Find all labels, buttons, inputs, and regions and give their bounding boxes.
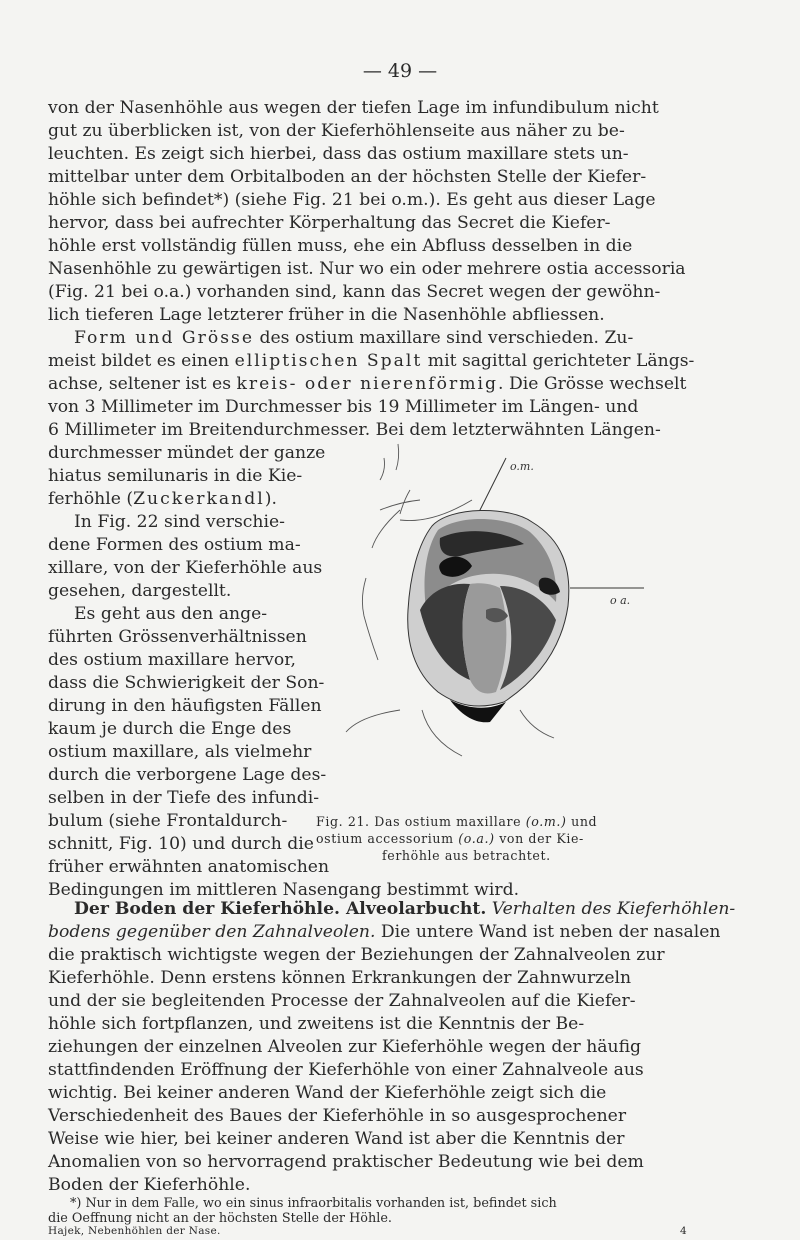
- text-line: ostium maxillare, als vielmehr: [48, 742, 312, 762]
- text-span: des ostium maxillare sind verschieden. Zu-: [254, 328, 634, 348]
- text-line: gesehen, dargestellt.: [48, 581, 232, 601]
- text-span: . Die Grösse wechselt: [498, 374, 687, 394]
- text-line: durch die verborgene Lage des-: [48, 765, 327, 785]
- spaced-term: elliptischen Spalt: [234, 351, 423, 371]
- caption-abbrev: (o.m.): [525, 814, 567, 829]
- text-line: führten Grössenverhältnissen: [48, 627, 307, 647]
- signature-mark: 4: [680, 1225, 687, 1237]
- text-line: stattfindenden Eröffnung der Kieferhöhle von einer Zahnalveole aus: [48, 1060, 644, 1080]
- footnote-line: die Oeffnung nicht an der höchsten Stelle der Höhle.: [48, 1211, 392, 1226]
- text-line: Es geht aus den ange-: [74, 604, 268, 624]
- text-line: ziehungen der einzelnen Alveolen zur Kieferhöhle wegen der häufig: [48, 1037, 642, 1057]
- text-line: dene Formen des ostium ma-: [48, 535, 301, 555]
- text-line: [48, 351, 694, 371]
- text-line: Weise wie hier, bei keiner anderen Wand ist aber die Kenntnis der: [48, 1129, 625, 1149]
- figure-caption-line: [316, 814, 597, 829]
- text-line: [48, 922, 720, 942]
- text-span: ferhöhle (: [48, 489, 134, 509]
- section-heading-line: [74, 899, 735, 919]
- text-span: Die untere Wand ist neben der nasalen: [375, 922, 721, 942]
- text-line: höhle sich befindet*) (siehe Fig. 21 bei o.m.). Es geht aus dieser Lage: [48, 190, 656, 210]
- text-span: achse, seltener ist es: [48, 374, 237, 394]
- figure-label-oa: o a.: [610, 594, 631, 607]
- text-line: (Fig. 21 bei o.a.) vorhanden sind, kann das Secret wegen der gewöhn-: [48, 282, 661, 302]
- text-line: höhle sich fortpflanzen, und zweitens ist die Kenntnis der Be-: [48, 1014, 585, 1034]
- text-line: schnitt, Fig. 10) und durch die: [48, 834, 314, 854]
- text-line: Kieferhöhle. Denn erstens können Erkrankungen der Zahnwurzeln: [48, 968, 632, 988]
- text-line: früher erwähnten anatomischen: [48, 857, 330, 877]
- text-line: Bedingungen im mittleren Nasengang bestimmt wird.: [48, 880, 520, 900]
- figure-caption-line: ferhöhle aus betrachtet.: [382, 848, 551, 863]
- text-line: 6 Millimeter im Breitendurchmesser. Bei dem letzterwähnten Längen-: [48, 420, 661, 440]
- caption-abbrev: (o.a.): [458, 831, 495, 846]
- section-heading: Der Boden der Kieferhöhle. Alveolarbucht.: [74, 899, 487, 919]
- text-line: xillare, von der Kieferhöhle aus: [48, 558, 323, 578]
- text-line: von der Nasenhöhle aus wegen der tiefen Lage im infundibulum nicht: [48, 98, 659, 118]
- text-line: [48, 489, 277, 509]
- text-line: kaum je durch die Enge des: [48, 719, 292, 739]
- text-line: [48, 374, 686, 394]
- text-line: lich tieferen Lage letzterer früher in die Nasenhöhle abfliessen.: [48, 305, 605, 325]
- text-line: und der sie begleitenden Processe der Zahnalveolen auf die Kiefer-: [48, 991, 636, 1011]
- maxillary-sinus-cavity: [408, 510, 569, 722]
- text-line: mittelbar unter dem Orbitalboden an der höchsten Stelle der Kiefer-: [48, 167, 647, 187]
- footnote-line: *) Nur in dem Falle, wo ein sinus infraorbitalis vorhanden ist, befindet sich: [70, 1196, 557, 1211]
- text-line: von 3 Millimeter im Durchmesser bis 19 Millimeter im Längen- und: [48, 397, 639, 417]
- text-line: dass die Schwierigkeit der Son-: [48, 673, 325, 693]
- text-span: meist bildet es einen: [48, 351, 235, 371]
- text-line: Boden der Kieferhöhle.: [48, 1175, 251, 1195]
- running-footer: Hajek, Nebenhöhlen der Nase.: [48, 1225, 221, 1237]
- text-line: bulum (siehe Frontaldurch-: [48, 811, 288, 831]
- text-line: Verschiedenheit des Baues der Kieferhöhle in so ausgesprochener: [48, 1106, 627, 1126]
- text-line: Nasenhöhle zu gewärtigen ist. Nur wo ein oder mehrere ostia accessoria: [48, 259, 686, 279]
- spaced-term: kreis- oder nierenförmig: [236, 374, 499, 394]
- text-line: Anomalien von so hervorragend praktischer Bedeutung wie bei dem: [48, 1152, 644, 1172]
- text-span: mit sagittal gerichteter Längs-: [422, 351, 695, 371]
- text-line: die praktisch wichtigste wegen der Beziehungen der Zahnalveolen zur: [48, 945, 665, 965]
- text-span: ).: [264, 489, 277, 509]
- text-line: leuchten. Es zeigt sich hierbei, dass das ostium maxillare stets un-: [48, 144, 629, 164]
- text-line: durchmesser mündet der ganze: [48, 443, 326, 463]
- text-line: des ostium maxillare hervor,: [48, 650, 296, 670]
- text-line: selben in der Tiefe des infundi-: [48, 788, 320, 808]
- caption-text: ostium accessorium: [316, 831, 459, 846]
- text-line: [74, 328, 633, 348]
- text-line: dirung in den häufigsten Fällen: [48, 696, 322, 716]
- text-line: gut zu überblicken ist, von der Kieferhöhlenseite aus näher zu be-: [48, 121, 625, 141]
- section-subheading: bodens gegenüber den Zahnalveolen.: [48, 922, 376, 942]
- spaced-heading: Form und Grösse: [74, 328, 255, 348]
- caption-text: und: [566, 814, 598, 829]
- section-subheading: Verhalten des Kieferhöhlen-: [486, 899, 736, 919]
- text-line: höhle erst vollständig füllen muss, ehe ein Abfluss desselben in die: [48, 236, 633, 256]
- author-name: Zuckerkandl: [133, 489, 265, 509]
- page-number: — 49 —: [362, 60, 438, 82]
- text-line: In Fig. 22 sind verschie-: [74, 512, 285, 532]
- figure-caption-line: [316, 831, 584, 846]
- figure-21-illustration: [310, 410, 650, 790]
- caption-text: Fig. 21. Das ostium maxillare: [316, 814, 526, 829]
- figure-label-om: o.m.: [510, 460, 534, 473]
- text-line: hervor, dass bei aufrechter Körperhaltung das Secret die Kiefer-: [48, 213, 611, 233]
- text-line: wichtig. Bei keiner anderen Wand der Kieferhöhle zeigt sich die: [48, 1083, 607, 1103]
- caption-text: von der Kie-: [494, 831, 584, 846]
- text-line: hiatus semilunaris in die Kie-: [48, 466, 303, 486]
